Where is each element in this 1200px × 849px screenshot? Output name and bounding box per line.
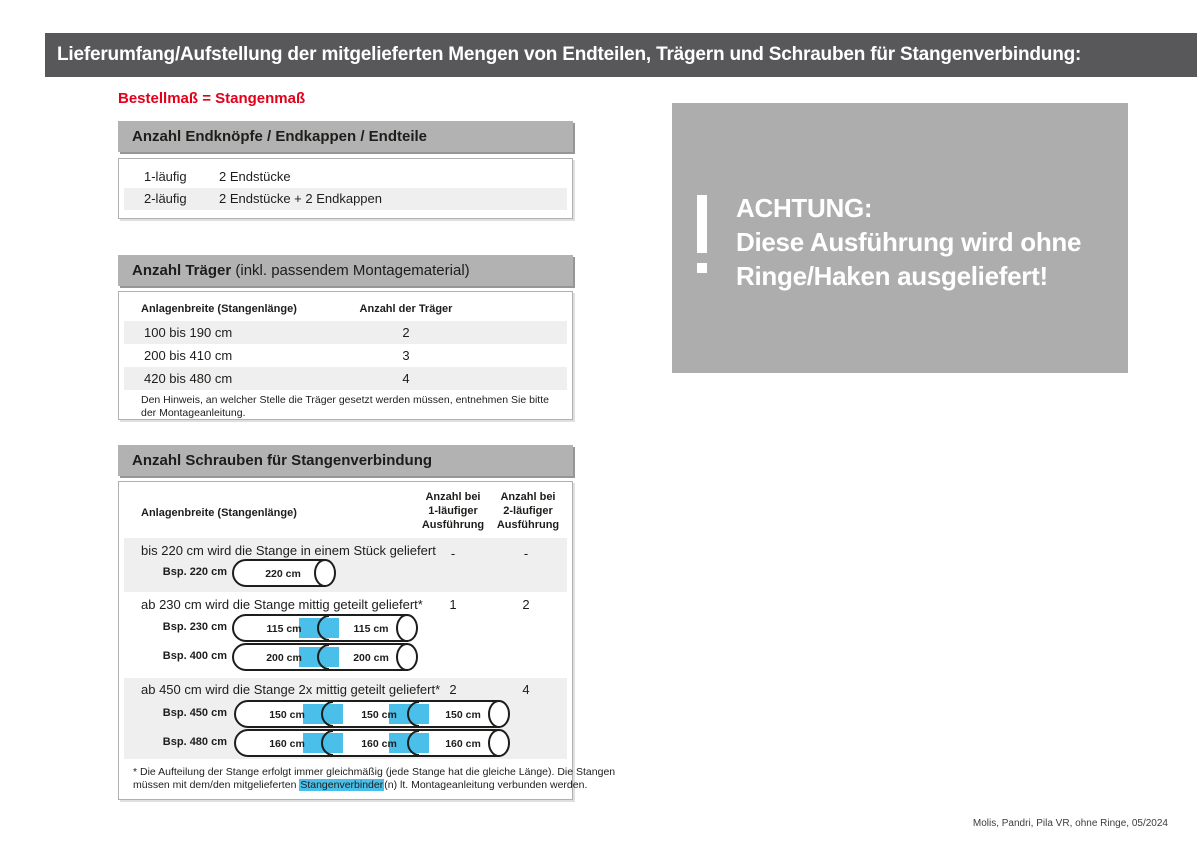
footnote-line2-pre: müssen mit dem/den mitgelieferten (133, 779, 300, 791)
group-value-2: 4 (522, 682, 530, 697)
footer-note: Molis, Pandri, Pila VR, ohne Ringe, 05/2024 (972, 818, 1168, 829)
subtitle: Bestellmaß = Stangenmaß (118, 90, 306, 107)
table-schrauben (118, 481, 616, 800)
section-header-traeger-bold: Anzahl Träger (132, 262, 232, 279)
section-header-endteile: Anzahl Endknöpfe / Endkappen / Endteile (118, 121, 573, 152)
rod-end-knob (489, 701, 509, 727)
row-count: 2 (402, 325, 410, 340)
column-header-line: 2-läufiger (503, 505, 553, 517)
table-endteile (118, 158, 573, 219)
row-range: 100 bis 190 cm (144, 325, 233, 340)
row-label: 1-läufig (144, 169, 187, 184)
table-row (124, 367, 567, 390)
table-row (124, 321, 567, 344)
rod-diagram-400 (231, 642, 431, 672)
column-header-anlagenbreite: Anlagenbreite (Stangenlänge) (141, 303, 297, 315)
column-header-anzahl-traeger: Anzahl der Träger (359, 303, 453, 315)
rod-label: Bsp. 220 cm (162, 566, 227, 578)
column-header-anlagenbreite: Anlagenbreite (Stangenlänge) (141, 507, 297, 519)
column-header-line: Ausführung (421, 519, 485, 531)
section-header-traeger (118, 255, 573, 286)
rod-segment-label: 160 cm (361, 738, 397, 750)
group-value-2: - (523, 546, 529, 561)
row-value: 2 Endstücke (219, 169, 291, 184)
row-count: 3 (402, 348, 410, 363)
rod-segment-label: 115 cm (266, 623, 302, 635)
group-text: ab 230 cm wird die Stange mittig geteilt geliefert* (141, 597, 423, 612)
group-text: bis 220 cm wird die Stange in einem Stück geliefert (141, 543, 436, 558)
group-text: ab 450 cm wird die Stange 2x mittig geteilt geliefert* (141, 682, 441, 697)
rod-label: Bsp. 230 cm (162, 621, 227, 633)
exclamation-icon-dot (697, 263, 707, 273)
row-value: 2 Endstücke + 2 Endkappen (219, 191, 382, 206)
rod-label: Bsp. 450 cm (162, 707, 227, 719)
notice-line3: Ringe/Haken ausgeliefert! (736, 261, 1048, 291)
rod-segment-label: 220 cm (265, 568, 301, 580)
rod-diagram-220 (231, 558, 341, 588)
row-range: 420 bis 480 cm (144, 371, 233, 386)
group-value-2: 2 (522, 597, 530, 612)
footnote-highlight: Stangenverbinder (300, 779, 384, 791)
table-row (124, 166, 567, 188)
rod-diagram-480 (233, 728, 523, 758)
rod-segment-label: 200 cm (266, 652, 302, 664)
rod-diagram-450 (233, 699, 523, 729)
column-header-line: Anzahl bei (500, 491, 556, 503)
table-note (141, 394, 549, 419)
rod-segment-label: 160 cm (269, 738, 305, 750)
rod-end-knob (315, 560, 335, 586)
notice-line1: ACHTUNG: (736, 193, 873, 223)
group-value-1: 2 (449, 682, 457, 697)
table-row (124, 344, 567, 367)
column-header-2-laeufig (480, 490, 576, 532)
row-label: 2-läufig (144, 191, 187, 206)
row-count: 4 (402, 371, 410, 386)
rod-segment-label: 115 cm (353, 623, 389, 635)
row-range: 200 bis 410 cm (144, 348, 233, 363)
rod-segment-label: 150 cm (361, 709, 397, 721)
rod-end-knob (397, 615, 417, 641)
notice-text (736, 191, 1081, 293)
section-header-schrauben: Anzahl Schrauben für Stangenverbindung (118, 445, 573, 476)
rod-end-knob (489, 730, 509, 756)
rod-label: Bsp. 400 cm (162, 650, 227, 662)
footnote-line2-post: (n) lt. Montageanleitung verbunden werden. (384, 779, 588, 791)
column-header-line: Ausführung (496, 519, 560, 531)
notice-line2: Diese Ausführung wird ohne (736, 227, 1082, 257)
rod-segment-label: 150 cm (269, 709, 305, 721)
table-note-line2: der Montageanleitung. (141, 406, 246, 419)
rod-segment-label: 150 cm (445, 709, 481, 721)
footnote-line1: * Die Aufteilung der Stange erfolgt immer gleichmäßig (jede Stange hat die gleiche Länge). Die Stangen (133, 766, 616, 778)
section-header-traeger-rest: (inkl. passendem Montagematerial) (231, 262, 470, 279)
rod-segment-label: 160 cm (445, 738, 481, 750)
footnote (133, 766, 615, 792)
table-traeger (118, 291, 573, 420)
exclamation-icon (697, 195, 707, 253)
title-bar (45, 33, 1197, 77)
footnote-line2 (133, 779, 615, 792)
notice-box (672, 103, 1128, 373)
group-value-1: - (450, 546, 456, 561)
table-note-line1: Den Hinweis, an welcher Stelle die Träger gesetzt werden müssen, entnehmen Sie bitte (141, 394, 549, 406)
rod-label: Bsp. 480 cm (162, 736, 227, 748)
group-value-1: 1 (449, 597, 457, 612)
table-row (124, 188, 567, 210)
page-title: Lieferumfang/Aufstellung der mitgelieferten Mengen von Endteilen, Trägern und Schrauben für Stangenverbindung: (57, 44, 1082, 65)
rod-diagram-230 (231, 613, 431, 643)
rod-segment-label: 200 cm (353, 652, 389, 664)
column-header-line: Anzahl bei (425, 491, 481, 503)
column-header-line: 1-läufiger (428, 505, 478, 517)
rod-end-knob (397, 644, 417, 670)
